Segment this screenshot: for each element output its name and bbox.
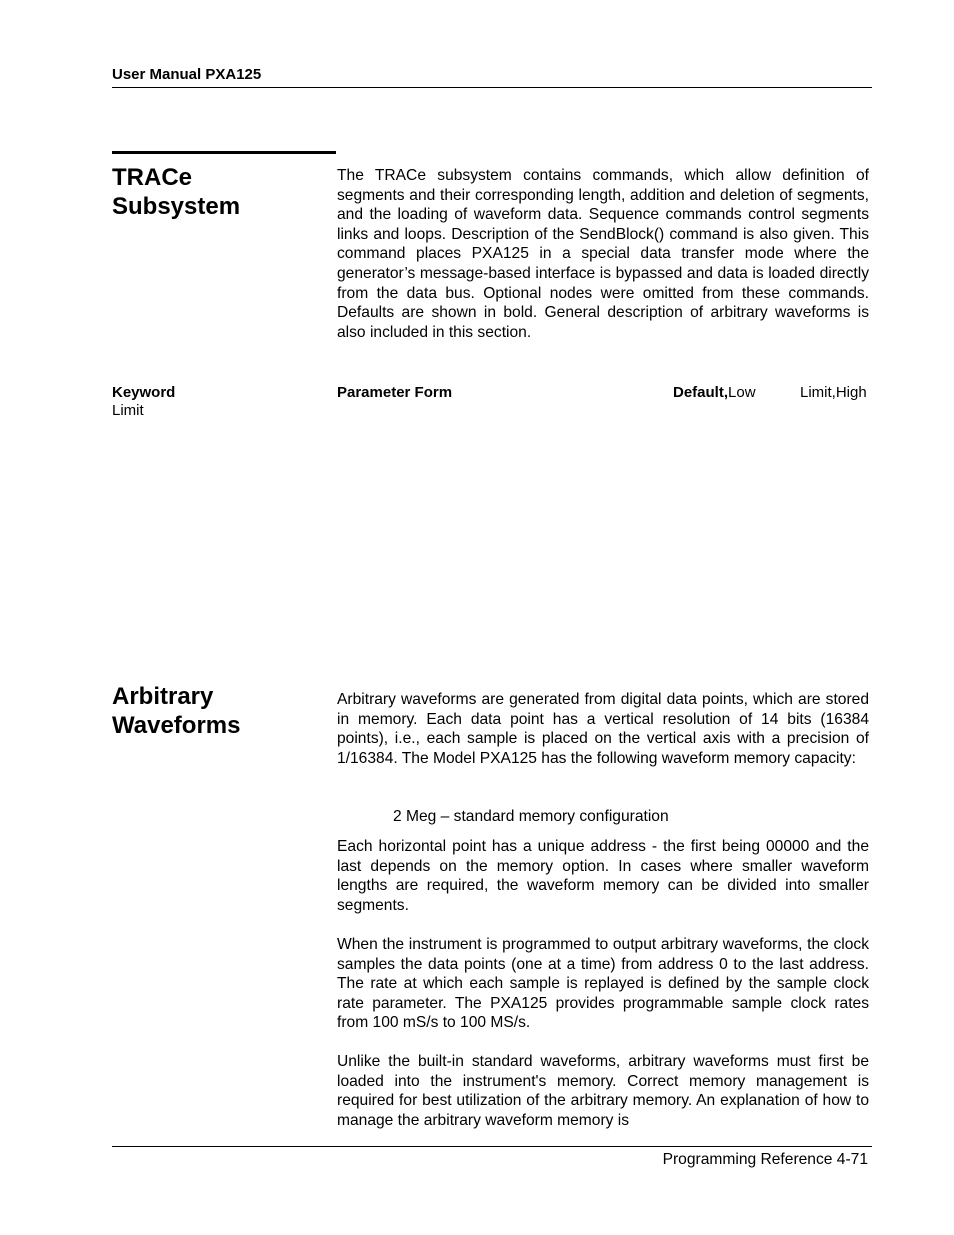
header-rule <box>112 87 872 88</box>
footer-page-reference: Programming Reference 4-71 <box>662 1151 868 1168</box>
table-header-default-low <box>673 384 756 401</box>
arbitrary-paragraph-1: Arbitrary waveforms are generated from digital data points, which are stored in memory. Each data point has a vertical resolution of 14 bits (16384 points), i.e., each sample is placed on the vertical axis with a precision of 1/16384. The Model PXA125 has the following waveform memory capacity: <box>337 691 869 767</box>
heading-arbitrary-waveforms <box>112 682 240 740</box>
table-header-limit-high: Limit,High <box>800 384 867 401</box>
heading-trace-line2: Subsystem <box>112 193 241 220</box>
memory-configuration-item: 2 Meg – standard memory configuration <box>393 808 669 825</box>
heading-trace-line1: TRACe <box>112 164 193 191</box>
table-header-limit: Limit <box>112 402 144 419</box>
arbitrary-paragraph-2: Each horizontal point has a unique address - the first being 00000 and the last depends on the memory option. In cases where smaller waveform lengths are required, the waveform memory can be divided into smaller segments. <box>337 838 869 914</box>
table-header-low: Low <box>728 384 756 401</box>
arbitrary-paragraph-4: Unlike the built-in standard waveforms, arbitrary waveforms must first be loaded into the instrument's memory. Correct memory management is required for best utilization of the arbitrary memory. An explanation of how to manage the arbitrary waveform memory is <box>337 1053 869 1129</box>
footer-rule <box>112 1146 872 1147</box>
heading-trace-subsystem <box>112 163 240 221</box>
section-bar-trace <box>112 151 336 154</box>
table-header-parameter-form: Parameter Form <box>337 384 453 401</box>
arbitrary-paragraph-3: When the instrument is programmed to output arbitrary waveforms, the clock samples the data points (one at a time) from address 0 to the last address. The rate at which each sample is replayed is defined by the sample clock rate parameter. The PXA125 provides programmable sample clock rates from 100 mS/s to 100 MS/s. <box>337 936 869 1032</box>
heading-arbitrary-line1: Arbitrary <box>112 683 214 710</box>
running-header-title: User Manual PXA125 <box>112 66 262 83</box>
heading-arbitrary-line2: Waveforms <box>112 712 241 739</box>
table-header-keyword: Keyword <box>112 384 176 401</box>
trace-paragraph: The TRACe subsystem contains commands, which allow definition of segments and their corresponding length, addition and deletion of segments, and the loading of waveform data. Sequence commands control segments links and loops. Description of the SendBlock() command is also given. This command places PXA125 in a special data transfer mode where the generator’s message-based interface is bypassed and data is loaded directly from the data bus. Optional nodes were omitted from these commands. Defaults are shown in bold. General description of arbitrary waveforms is also included in this section. <box>337 167 869 341</box>
table-header-default: Default, <box>673 384 729 401</box>
